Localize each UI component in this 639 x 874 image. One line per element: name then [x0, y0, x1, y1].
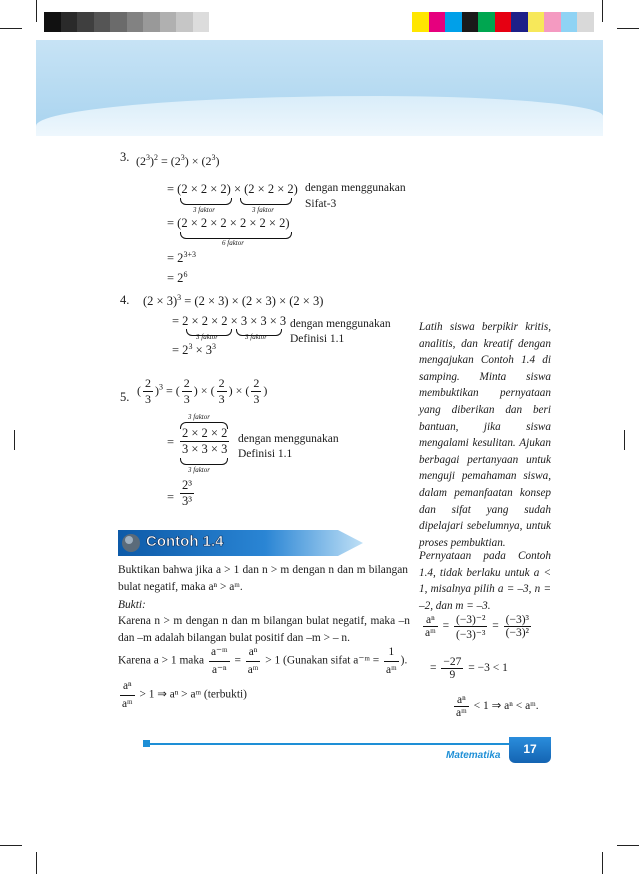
fraction-equals: = [167, 490, 175, 504]
underbrace [180, 198, 232, 205]
crop-mark [617, 28, 639, 29]
proof-paragraph: Karena n > m dengan n dan m bilangan bulat negatif, maka –n dan –m adalah bilangan bulat positif dan –m > – n. [118, 615, 410, 644]
method-note: Definisi 1.1 [290, 333, 345, 345]
math-line: = $2^{3+3}$ [167, 250, 196, 266]
fraction-line: $\frac{2 \times 2 \times 2}{3 \times 3 \times 3}$ [182, 426, 228, 456]
header-wave [36, 96, 603, 136]
math-line: $(2 \times 3)^3 = (2 \times 3) \times (2 \times 3) \times (2 \times 3)$ [143, 293, 324, 309]
registration-mark [624, 430, 625, 450]
math-line: = $2^3 \times 3^3$ [172, 342, 216, 358]
color-swatch [495, 12, 512, 32]
crop-mark [0, 845, 22, 846]
color-swatch [160, 12, 177, 32]
color-swatch [445, 12, 462, 32]
factor-label: 3 faktor [245, 333, 267, 341]
registration-mark [14, 430, 15, 450]
teacher-note-counterexample: Pernyataan pada Contoh 1.4, tidak berlaku untuk a < 1, misalnya pilih a = –3, n = –2, dan m = –3. [419, 550, 551, 612]
color-swatch [61, 12, 78, 32]
color-swatch [561, 12, 578, 32]
contoh-title: Contoh 1.4 [146, 533, 224, 550]
grayscale-color-bar [44, 12, 209, 32]
method-note: Sifat-3 [305, 198, 337, 210]
color-swatch [94, 12, 111, 32]
example-number: 5. [120, 390, 130, 404]
color-swatch [143, 12, 160, 32]
contoh-statement: Buktikan bahwa jika a > 1 dan n > m dengan n dan m bilangan bulat negatif, maka aⁿ > aᵐ. [118, 564, 408, 593]
color-swatch [511, 12, 528, 32]
color-swatch [412, 12, 429, 32]
header-band [36, 40, 603, 136]
factor-label: 6 faktor [222, 239, 244, 247]
example-number: 4. [120, 293, 130, 307]
color-swatch [77, 12, 94, 32]
factor-label: 3 faktor [196, 333, 218, 341]
color-swatch [577, 12, 594, 32]
subject-label: Matematika [446, 750, 501, 761]
math-line: = 2 × 2 × 2 × 3 × 3 × 3 [172, 314, 287, 328]
fraction-power-line: ( $\frac{2}{3}$ )$^3$ = ( $\frac{2}{3}$ ) × ( $\frac{2}{3}$ ) × ( $\frac{2}{3}$ ) [137, 376, 268, 406]
underbrace [240, 198, 292, 205]
math-line: = (2 × 2 × 2 × 2 × 2 × 2) [167, 216, 290, 230]
factor-label: 3 faktor [252, 206, 274, 214]
crop-mark [36, 852, 37, 874]
factor-label: 3 faktor [188, 413, 210, 421]
color-swatch [44, 12, 61, 32]
example-number: 3. [120, 150, 130, 164]
math-line: $(2^3)^2 = (2^3) \times (2^3)$ [136, 153, 220, 168]
side-math-line: $\frac{\text{aⁿ}}{\text{aᵐ}}$ = $\frac{\text{(−3)⁻²}}{\text{(−3)⁻³}}$ = $\frac{\text{(−3)³}}{\text{(−3)²}}$ [425, 614, 529, 641]
color-swatch [478, 12, 495, 32]
crop-mark [0, 28, 22, 29]
crop-mark [617, 845, 639, 846]
fraction-equals: = [167, 435, 175, 449]
color-swatch [462, 12, 479, 32]
fraction-line: $\frac{\text{2³}}{\text{3³}}$ [182, 478, 192, 508]
factor-label: 3 faktor [188, 466, 210, 474]
side-math-line: $\frac{\text{aⁿ}}{\text{aᵐ}}$ < 1 ⇒ aⁿ < aᵐ. [456, 694, 539, 719]
method-note: dengan menggunakan [290, 318, 391, 330]
page-number-tab [509, 737, 551, 763]
color-swatch [176, 12, 193, 32]
side-math-line: = $\frac{-27}{9}$ = −3 < 1 [430, 656, 508, 681]
color-swatch [544, 12, 561, 32]
crop-mark [602, 0, 603, 22]
crop-mark [602, 852, 603, 874]
color-swatch [193, 12, 210, 32]
method-note: dengan menggunakan [238, 433, 339, 445]
contoh-banner [118, 530, 363, 556]
page-number: 17 [523, 742, 537, 756]
color-swatch [528, 12, 545, 32]
factor-label: 3 faktor [193, 206, 215, 214]
color-swatch [127, 12, 144, 32]
process-color-bar [412, 12, 594, 32]
color-swatch [110, 12, 127, 32]
math-line: = $2^6$ [167, 270, 188, 286]
teacher-note: Latih siswa berpikir kritis, analitis, dan kreatif dengan mengajukan Contoh 1.4 di samping. Minta siswa membuktikan pernyataan yang diberikan dan beri bantuan, jika siswa mengalami kesulitan. Ajukan berbagai pertanyaan untuk menguji pemahaman siswa, dalam pemanfaatan konsep dan sifat yang sudah dipelajari sebelumnya, untuk proses pembuktian. [419, 321, 551, 549]
color-swatch [429, 12, 446, 32]
proof-conclusion: $\frac{\text{aⁿ}}{\text{aᵐ}}$ > 1 ⇒ aⁿ > aᵐ (terbukti) [122, 680, 247, 710]
proof-label: Bukti: [118, 599, 146, 611]
footer-dot [143, 740, 150, 747]
underbrace [180, 232, 292, 239]
method-note: dengan menggunakan [305, 182, 406, 194]
method-note: Definisi 1.1 [238, 448, 293, 460]
footer-rule [147, 743, 513, 745]
underbrace [180, 458, 228, 465]
math-line: = (2 × 2 × 2) × (2 × 2 × 2) [167, 182, 298, 196]
proof-step: Karena a > 1 maka $\frac{\text{a⁻ᵐ}}{\text{a⁻ⁿ}}$ = $\frac{\text{aⁿ}}{\text{aᵐ}}$ > 1 (Gunakan sifat a⁻ᵐ = $\frac{1}{\text{aᵐ}}$ ). [118, 646, 408, 676]
crop-mark [36, 0, 37, 22]
